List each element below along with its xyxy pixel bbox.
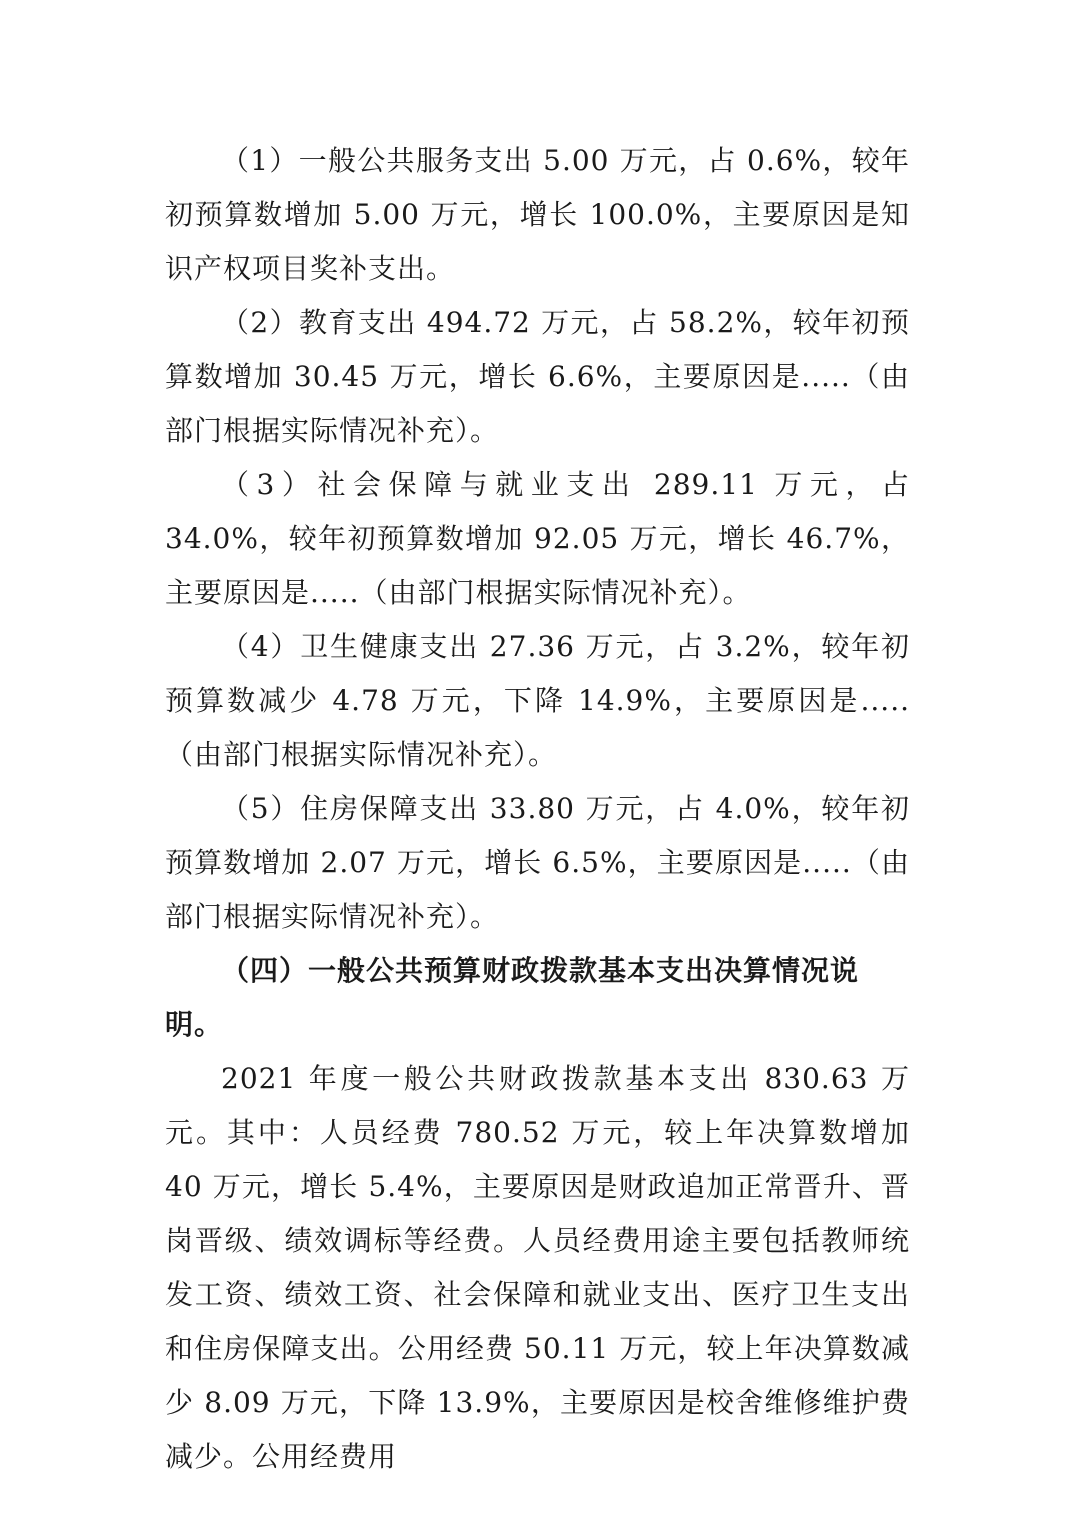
paragraph-housing: （5）住房保障支出 33.80 万元，占 4.0%，较年初预算数增加 2.07 万元，增长 6.5%，主要原因是.....（由部门根据实际情况补充）。 [165, 792, 910, 933]
paragraph-general-public-services: （1）一般公共服务支出 5.00 万元，占 0.6%，较年初预算数增加 5.00 万元，增长 100.0%，主要原因是知识产权项目奖补支出。 [165, 144, 910, 285]
paragraph-health: （4）卫生健康支出 27.36 万元，占 3.2%，较年初预算数减少 4.78 万元，下降 14.9%，主要原因是.....（由部门根据实际情况补充）。 [165, 630, 910, 771]
section-heading: （四）一般公共预算财政拨款基本支出决算情况说明。 [165, 954, 860, 1041]
paragraph-social-security: （3）社会保障与就业支出 289.11 万元，占 34.0%，较年初预算数增加 92.05 万元，增长 46.7%，主要原因是.....（由部门根据实际情况补充）。 [165, 468, 910, 609]
document-body [165, 134, 910, 1484]
paragraph-education: （2）教育支出 494.72 万元，占 58.2%，较年初预算数增加 30.45 万元，增长 6.6%，主要原因是.....（由部门根据实际情况补充）。 [165, 306, 910, 447]
paragraph-basic-expenditure: 2021 年度一般公共财政拨款基本支出 830.63 万元。其中：人员经费 780.52 万元，较上年决算数增加 40 万元，增长 5.4%，主要原因是财政追加正常晋升、晋岗晋级、绩效调标等经费。人员经费用途主要包括教师统发工资、绩效工资、社会保障和就业支出、医疗卫生支出和住房保障支出。公用经费 50.11 万元，较上年决算数减少 8.09 万元，下降 13.9%，主要原因是校舍维修维护费减少。公用经费用 [165, 1062, 910, 1473]
